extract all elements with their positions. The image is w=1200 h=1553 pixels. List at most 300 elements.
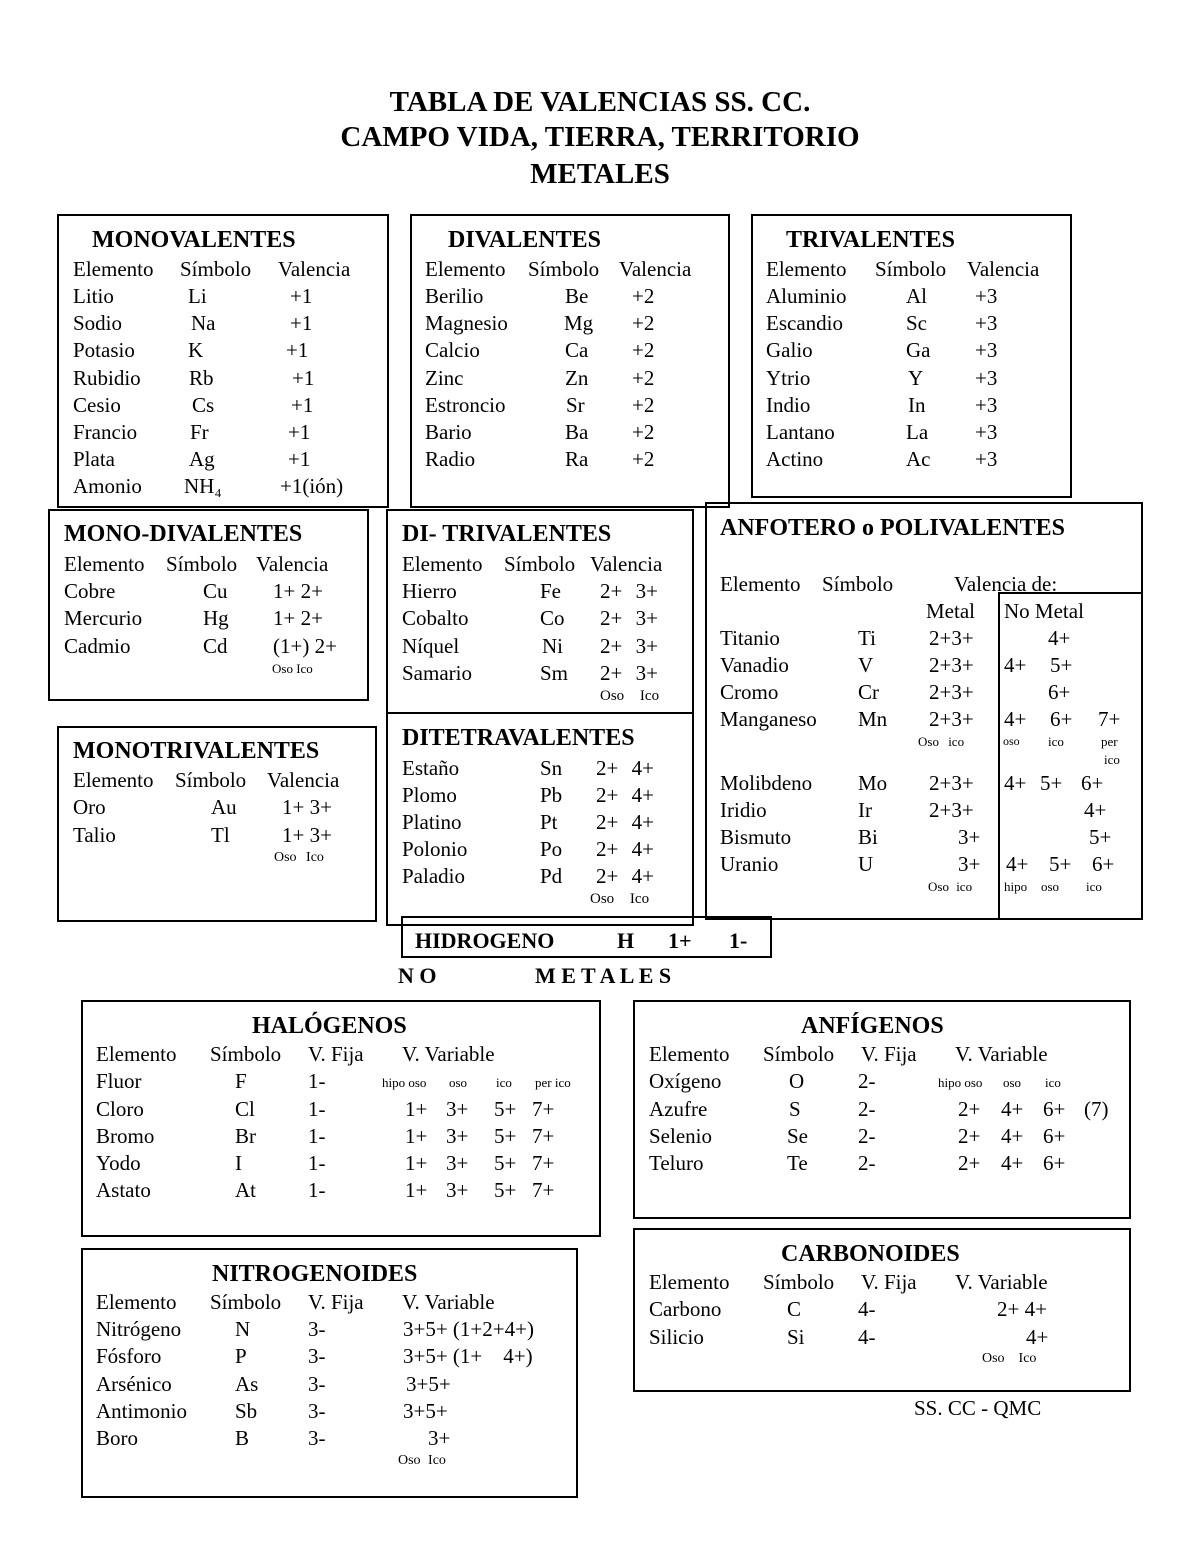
header-elemento: Elemento — [720, 572, 801, 596]
element-valence: +2 — [632, 393, 655, 417]
monovalentes-title: MONOVALENTES — [92, 227, 296, 253]
element-name: Potasio — [73, 338, 135, 362]
element-name: Actino — [766, 447, 824, 471]
element-symbol: Ac — [906, 447, 931, 471]
header-valencia-de: Valencia de: — [954, 572, 1058, 596]
element-valence: 1+ 3+ — [282, 795, 332, 819]
element-valence: (1+) 2+ — [273, 634, 337, 658]
element-name: Antimonio — [96, 1399, 188, 1423]
element-name: Sodio — [73, 311, 123, 335]
element-valence: +2 — [632, 284, 655, 308]
page-title-metales: METALES — [530, 158, 670, 190]
element-name: Calcio — [425, 338, 480, 362]
element-valence: +2 — [632, 447, 655, 471]
element-valence: +2 — [632, 338, 655, 362]
nonmetal-valence: 4+ — [1006, 852, 1029, 876]
variable-valence: 1+ — [405, 1151, 428, 1175]
element-symbol: At — [235, 1178, 256, 1202]
header-v-variable: V. Variable — [955, 1270, 1048, 1294]
header-elemento: Elemento — [73, 257, 154, 281]
element-symbol: Bi — [858, 825, 878, 849]
element-valence: +3 — [975, 366, 998, 390]
element-valence: 2+ 4+ — [596, 756, 654, 780]
nonmetal-valence: 4+ — [1004, 707, 1027, 731]
nitrogenoides-title: NITROGENOIDES — [212, 1261, 418, 1287]
element-symbol: Hg — [203, 606, 229, 630]
header-v-variable: V. Variable — [402, 1290, 495, 1314]
header-valencia: Valencia — [590, 552, 663, 576]
hidrogeno-symbol: H — [617, 928, 635, 953]
header-v-fija: V. Fija — [861, 1042, 917, 1066]
mn-per-note: per — [1101, 734, 1118, 749]
fixed-valence: 2- — [858, 1069, 876, 1093]
carbonoides-title: CARBONOIDES — [781, 1241, 960, 1267]
variable-valence: 5+ — [494, 1151, 517, 1175]
header-v-fija: V. Fija — [308, 1042, 364, 1066]
variable-valence: 3+ — [446, 1124, 469, 1148]
header-valencia: Valencia — [619, 257, 692, 281]
element-symbol: Ga — [906, 338, 931, 362]
fixed-valence: 1- — [308, 1178, 326, 1202]
metal-valence: 2+3+ — [929, 798, 974, 822]
element-symbol: B — [235, 1426, 250, 1450]
element-symbol: K — [188, 338, 204, 362]
u-metal-note: Oso ico — [928, 879, 973, 894]
element-symbol: La — [906, 420, 929, 444]
mn-ico-note: ico — [1048, 734, 1064, 749]
element-name: Vanadio — [720, 653, 789, 677]
nonmetal-valence: 4+ — [1004, 653, 1027, 677]
element-name: Paladio — [402, 864, 465, 888]
element-name: Cobalto — [402, 606, 469, 630]
element-symbol: Po — [540, 837, 563, 861]
fixed-valence: 2- — [858, 1124, 876, 1148]
element-symbol: I — [235, 1151, 242, 1175]
oso-ico-note: Oso Ico — [590, 891, 650, 907]
element-name: Azufre — [649, 1097, 708, 1121]
hidrogeno-valence-positive: 1+ — [668, 928, 692, 953]
element-name: Arsénico — [96, 1372, 172, 1396]
element-name: Oxígeno — [649, 1069, 722, 1093]
element-symbol: O — [789, 1069, 805, 1093]
element-symbol: Sm — [540, 661, 569, 685]
trivalentes-title: TRIVALENTES — [786, 227, 955, 253]
header-simbolo: Símbolo — [822, 572, 894, 596]
element-name: Cesio — [73, 393, 121, 417]
header-elemento: Elemento — [425, 257, 506, 281]
element-name: Bario — [425, 420, 472, 444]
subheader-per-ico: per ico — [535, 1075, 571, 1090]
element-name: Lantano — [766, 420, 835, 444]
nonmetal-valence: 6+ — [1092, 852, 1115, 876]
element-name: Amonio — [73, 474, 142, 498]
header-elemento: Elemento — [96, 1042, 177, 1066]
element-symbol: Br — [235, 1124, 256, 1148]
element-name: Boro — [96, 1426, 138, 1450]
nonmetal-valence: 6+ — [1050, 707, 1073, 731]
metal-valence: 2+3+ — [929, 653, 974, 677]
element-name: Manganeso — [720, 707, 817, 731]
variable-valence: 6+ — [1043, 1124, 1066, 1148]
element-name: Uranio — [720, 852, 779, 876]
variable-valence: 2+ — [958, 1151, 981, 1175]
header-valencia: Valencia — [967, 257, 1040, 281]
oso-ico-note: Oso Ico — [274, 850, 324, 865]
variable-valence: 7+ — [532, 1178, 555, 1202]
element-symbol: As — [235, 1372, 259, 1396]
element-valence: +1 — [288, 447, 311, 471]
element-valence: 1+ 2+ — [273, 606, 323, 630]
element-name: Selenio — [649, 1124, 712, 1148]
metal-valence: 3+ — [958, 825, 981, 849]
element-symbol: Li — [188, 284, 207, 308]
element-symbol: Ag — [189, 447, 215, 471]
variable-valence: (7) — [1084, 1097, 1109, 1121]
element-symbol: Ni — [542, 634, 563, 658]
page-title-line-1: TABLA DE VALENCIAS SS. CC. — [389, 86, 811, 118]
element-name: Polonio — [402, 837, 468, 861]
element-name: Silicio — [649, 1325, 704, 1349]
anfotero-title: ANFOTERO o POLIVALENTES — [720, 515, 1065, 541]
ditetravalentes-title: DITETRAVALENTES — [402, 725, 635, 751]
element-name: Litio — [73, 284, 114, 308]
element-symbol: Na — [191, 311, 216, 335]
element-name: Astato — [96, 1178, 151, 1202]
header-simbolo: Símbolo — [175, 768, 247, 792]
element-symbol: Sr — [566, 393, 585, 417]
element-valence: +3 — [975, 338, 998, 362]
nonmetal-valence: 5+ — [1089, 825, 1112, 849]
variable-valence: 2+ 4+ — [997, 1297, 1047, 1321]
variable-valence: 4+ — [1001, 1124, 1024, 1148]
oso-ico-note: Oso Ico — [982, 1351, 1037, 1366]
element-name: Estaño — [402, 756, 460, 780]
header-valencia: Valencia — [256, 552, 329, 576]
variable-valence: 3+ — [446, 1097, 469, 1121]
element-symbol: U — [858, 852, 874, 876]
element-name: Hierro — [402, 579, 457, 603]
fixed-valence: 2- — [858, 1097, 876, 1121]
mono-divalentes-title: MONO-DIVALENTES — [64, 521, 303, 547]
subheader-oso: oso — [449, 1075, 468, 1090]
element-symbol: N — [235, 1317, 251, 1341]
element-symbol: Sc — [906, 311, 927, 335]
element-name: Estroncio — [425, 393, 506, 417]
element-valence: +3 — [975, 284, 998, 308]
subheader-ico: ico — [1045, 1075, 1061, 1090]
element-symbol: Tl — [211, 823, 230, 847]
element-valence: +1 — [292, 366, 315, 390]
header-simbolo: Símbolo — [875, 257, 947, 281]
variable-valence: 1+ — [405, 1178, 428, 1202]
variable-valence: 7+ — [532, 1097, 555, 1121]
fixed-valence: 3- — [308, 1317, 326, 1341]
element-symbol: In — [908, 393, 926, 417]
element-symbol: Mn — [858, 707, 888, 731]
element-symbol: Cl — [235, 1097, 255, 1121]
element-symbol: Be — [565, 284, 589, 308]
element-name: Cadmio — [64, 634, 131, 658]
element-valence: 2+ 4+ — [596, 783, 654, 807]
u-oso-note: oso — [1041, 879, 1060, 894]
element-valence: +3 — [975, 447, 998, 471]
element-symbol: Si — [787, 1325, 805, 1349]
element-symbol: S — [789, 1097, 801, 1121]
fixed-valence: 3- — [308, 1426, 326, 1450]
element-name: Nitrógeno — [96, 1317, 182, 1341]
header-elemento: Elemento — [73, 768, 154, 792]
element-valence: +1 — [291, 393, 314, 417]
element-symbol: Pt — [540, 810, 558, 834]
element-valence: 1+ 3+ — [282, 823, 332, 847]
element-valence: +1 — [290, 311, 313, 335]
element-symbol: Ba — [565, 420, 589, 444]
element-symbol: Y — [908, 366, 924, 390]
header-elemento: Elemento — [96, 1290, 177, 1314]
header-v-variable: V. Variable — [955, 1042, 1048, 1066]
element-name: Molibdeno — [720, 771, 813, 795]
element-valence: +3 — [975, 311, 998, 335]
element-name: Iridio — [720, 798, 767, 822]
metal-valence: 2+3+ — [929, 626, 974, 650]
nonmetal-valence: 7+ — [1098, 707, 1121, 731]
element-valence: +1 — [288, 420, 311, 444]
u-hipo-note: hipo — [1004, 879, 1028, 894]
element-symbol: Rb — [189, 366, 214, 390]
hidrogeno-valence-negative: 1- — [729, 928, 748, 953]
element-symbol: C — [787, 1297, 802, 1321]
fixed-valence: 1- — [308, 1151, 326, 1175]
element-name: Cromo — [720, 680, 779, 704]
element-name: Zinc — [425, 366, 464, 390]
element-symbol: V — [858, 653, 874, 677]
element-name: Yodo — [96, 1151, 141, 1175]
element-valence: 1+ 2+ — [273, 579, 323, 603]
element-name: Indio — [766, 393, 811, 417]
element-name: Aluminio — [766, 284, 847, 308]
nonmetal-valence: 6+ — [1048, 680, 1071, 704]
element-valence: 2+ 3+ — [600, 579, 658, 603]
variable-valence: 6+ — [1043, 1151, 1066, 1175]
element-name: Oro — [73, 795, 106, 819]
variable-valence: 3+ — [428, 1426, 451, 1450]
variable-valence: 2+ — [958, 1124, 981, 1148]
element-symbol: Ra — [565, 447, 589, 471]
nonmetal-valence: 4+ — [1004, 771, 1027, 795]
element-symbol: Se — [787, 1124, 808, 1148]
element-symbol: Ti — [858, 626, 876, 650]
element-name: Fluor — [96, 1069, 142, 1093]
element-name: Berilio — [425, 284, 484, 308]
fixed-valence: 1- — [308, 1097, 326, 1121]
no-metales-heading-no: N O — [398, 963, 437, 988]
element-symbol: Sb — [235, 1399, 258, 1423]
element-symbol: Mg — [564, 311, 594, 335]
no-metal-header-line — [998, 592, 1142, 594]
header-metal: Metal — [926, 599, 975, 623]
element-valence: 2+ 4+ — [596, 810, 654, 834]
no-metal-divider — [998, 593, 1000, 918]
u-ico-note: ico — [1086, 879, 1102, 894]
element-symbol: Fe — [540, 579, 561, 603]
nonmetal-valence: 5+ — [1040, 771, 1063, 795]
element-name: Cloro — [96, 1097, 144, 1121]
element-valence: +3 — [975, 420, 998, 444]
element-name: Teluro — [649, 1151, 704, 1175]
header-elemento: Elemento — [402, 552, 483, 576]
mn-metal-note: Oso ico — [918, 734, 965, 749]
variable-valence: 1+ — [405, 1124, 428, 1148]
element-name: Bismuto — [720, 825, 792, 849]
anfigenos-title: ANFÍGENOS — [801, 1013, 944, 1039]
halogenos-title: HALÓGENOS — [252, 1013, 407, 1039]
element-symbol: Fr — [190, 420, 209, 444]
element-symbol: Co — [540, 606, 565, 630]
variable-valence: 7+ — [532, 1124, 555, 1148]
variable-valence: 5+ — [494, 1178, 517, 1202]
element-symbol: P — [235, 1344, 247, 1368]
metal-valence: 3+ — [958, 852, 981, 876]
no-metales-heading-metales: M E T A L E S — [535, 963, 672, 988]
header-simbolo: Símbolo — [504, 552, 576, 576]
header-elemento: Elemento — [649, 1270, 730, 1294]
element-name: Platino — [402, 810, 462, 834]
header-simbolo: Símbolo — [166, 552, 238, 576]
element-name: Carbono — [649, 1297, 722, 1321]
element-symbol: Te — [787, 1151, 808, 1175]
subheader-hipo-oso: hipo oso — [938, 1075, 983, 1090]
divalentes-title: DIVALENTES — [448, 227, 601, 253]
element-name: Plata — [73, 447, 115, 471]
header-v-variable: V. Variable — [402, 1042, 495, 1066]
element-symbol: Cd — [203, 634, 228, 658]
header-v-fija: V. Fija — [308, 1290, 364, 1314]
variable-valence: 3+5+ (1+2+4+) — [403, 1317, 534, 1341]
element-name: Escandio — [766, 311, 843, 335]
di-trivalentes-title: DI- TRIVALENTES — [402, 521, 612, 547]
header-simbolo: Símbolo — [210, 1290, 282, 1314]
metal-valence: 2+3+ — [929, 707, 974, 731]
element-valence: 2+ 3+ — [600, 606, 658, 630]
element-symbol: Mo — [858, 771, 888, 795]
footer-credit: SS. CC - QMC — [914, 1396, 1042, 1420]
header-elemento: Elemento — [649, 1042, 730, 1066]
element-valence: +2 — [632, 366, 655, 390]
fixed-valence: 1- — [308, 1124, 326, 1148]
fixed-valence: 3- — [308, 1372, 326, 1396]
fixed-valence: 1- — [308, 1069, 326, 1093]
oso-ico-note: Oso Ico — [600, 688, 660, 704]
element-valence: +3 — [975, 393, 998, 417]
fixed-valence: 4- — [858, 1325, 876, 1349]
variable-valence: 5+ — [494, 1097, 517, 1121]
oso-ico-note: Oso Ico — [398, 1453, 446, 1468]
variable-valence: 3+5+ — [406, 1372, 451, 1396]
monotrivalentes-title: MONOTRIVALENTES — [73, 738, 320, 764]
mn-per-ico-note: ico — [1104, 752, 1120, 767]
element-name: Ytrio — [766, 366, 811, 390]
element-symbol: Cr — [858, 680, 879, 704]
subheader-ico: ico — [496, 1075, 512, 1090]
mn-oso-note: oso — [1003, 734, 1020, 748]
fixed-valence: 3- — [308, 1344, 326, 1368]
fixed-valence: 2- — [858, 1151, 876, 1175]
element-symbol: Pb — [540, 783, 563, 807]
element-name: Plomo — [402, 783, 457, 807]
element-valence: +1(ión) — [280, 474, 344, 498]
element-valence: +2 — [632, 311, 655, 335]
header-simbolo: Símbolo — [210, 1042, 282, 1066]
variable-valence: 6+ — [1043, 1097, 1066, 1121]
variable-valence: 2+ — [958, 1097, 981, 1121]
element-valence: 2+ 4+ — [596, 864, 654, 888]
element-valence: +2 — [632, 420, 655, 444]
header-no-metal: No Metal — [1004, 599, 1084, 623]
element-symbol: Zn — [565, 366, 589, 390]
nonmetal-valence: 5+ — [1050, 653, 1073, 677]
element-name: Talio — [73, 823, 116, 847]
element-valence: 2+ 3+ — [600, 661, 658, 685]
header-simbolo: Símbolo — [180, 257, 252, 281]
page-title-line-2: CAMPO VIDA, TIERRA, TERRITORIO — [340, 121, 860, 153]
metal-valence: 2+3+ — [929, 680, 974, 704]
header-elemento: Elemento — [64, 552, 145, 576]
element-symbol: Al — [906, 284, 927, 308]
element-symbol: Pd — [540, 864, 563, 888]
element-name: Fósforo — [96, 1344, 162, 1368]
variable-valence: 3+ — [446, 1151, 469, 1175]
element-valence: +1 — [286, 338, 309, 362]
fixed-valence: 4- — [858, 1297, 876, 1321]
subheader-oso: oso — [1003, 1075, 1022, 1090]
header-elemento: Elemento — [766, 257, 847, 281]
element-symbol: Ca — [565, 338, 589, 362]
header-simbolo: Símbolo — [763, 1270, 835, 1294]
element-name: Radio — [425, 447, 476, 471]
element-name: Galio — [766, 338, 813, 362]
fixed-valence: 3- — [308, 1399, 326, 1423]
header-v-fija: V. Fija — [861, 1270, 917, 1294]
element-name: Cobre — [64, 579, 116, 603]
metal-valence: 2+3+ — [929, 771, 974, 795]
element-name: Samario — [402, 661, 472, 685]
element-symbol: Ir — [858, 798, 872, 822]
element-valence: 2+ 4+ — [596, 837, 654, 861]
header-valencia: Valencia — [267, 768, 340, 792]
variable-valence: 7+ — [532, 1151, 555, 1175]
hidrogeno-label: HIDROGENO — [415, 928, 555, 953]
element-name: Titanio — [720, 626, 780, 650]
element-symbol: Cs — [192, 393, 215, 417]
element-symbol: F — [235, 1069, 247, 1093]
header-valencia: Valencia — [278, 257, 351, 281]
nonmetal-valence: 4+ — [1084, 798, 1107, 822]
variable-valence: 3+5+ (1+ 4+) — [403, 1344, 533, 1368]
header-simbolo: Símbolo — [763, 1042, 835, 1066]
variable-valence: 4+ — [1026, 1325, 1049, 1349]
element-name: Francio — [73, 420, 138, 444]
element-name: Bromo — [96, 1124, 155, 1148]
nonmetal-valence: 5+ — [1049, 852, 1072, 876]
subheader-hipo-oso: hipo oso — [382, 1075, 427, 1090]
element-name: Mercurio — [64, 606, 143, 630]
element-name: Rubidio — [73, 366, 141, 390]
element-symbol: Au — [211, 795, 237, 819]
nonmetal-valence: 6+ — [1081, 771, 1104, 795]
element-symbol: Sn — [540, 756, 563, 780]
nonmetal-valence: 4+ — [1048, 626, 1071, 650]
element-symbol: Cu — [203, 579, 228, 603]
